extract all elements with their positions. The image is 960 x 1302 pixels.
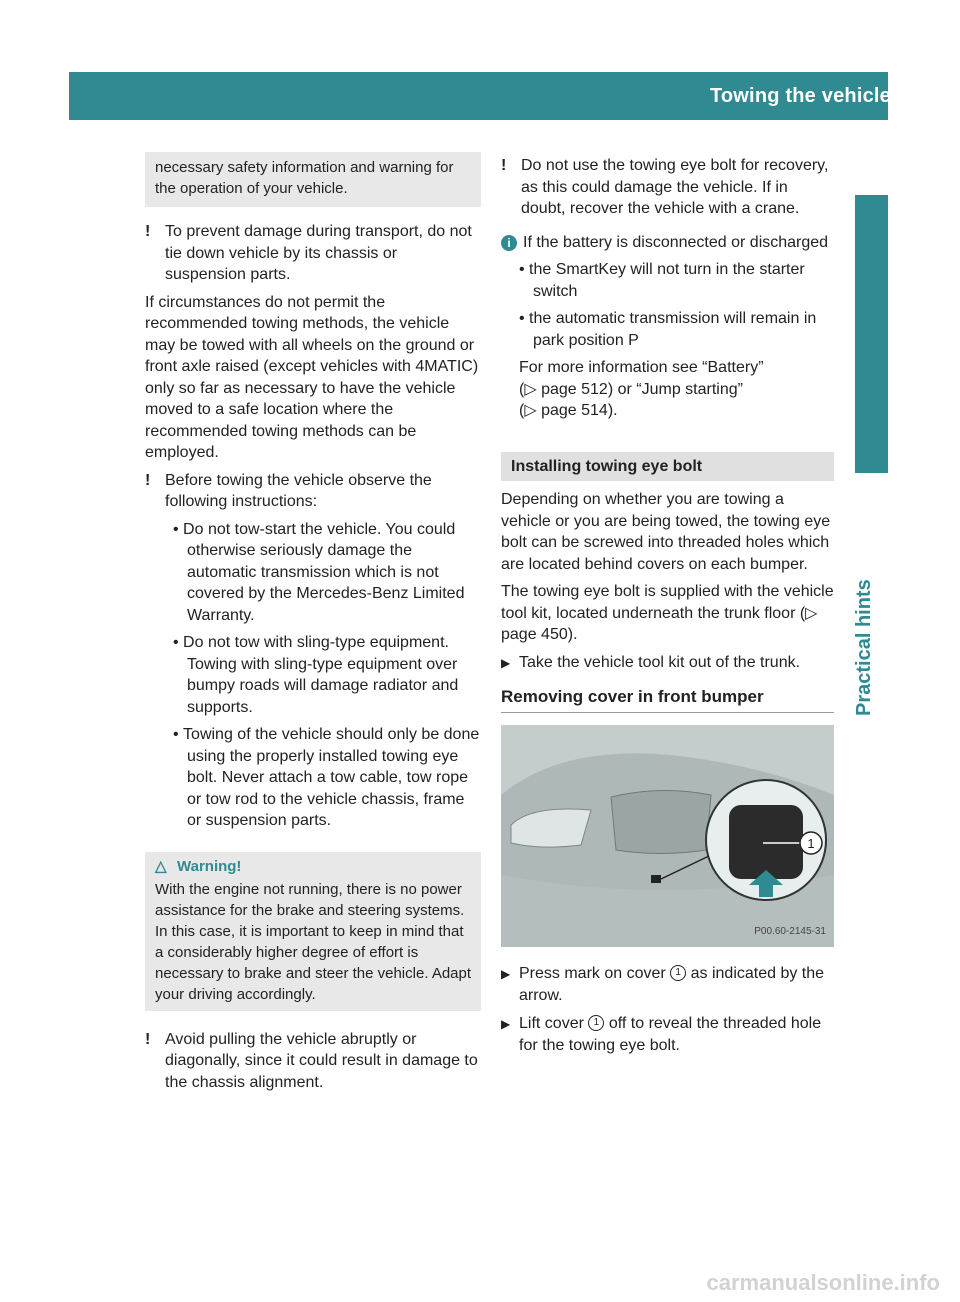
- step-item: ▶ Lift cover 1 off to reveal the threaded hole for the towing eye bolt.: [501, 1014, 822, 1054]
- step-item: ▶ Take the vehicle tool kit out of the trunk.: [501, 652, 834, 675]
- callout-1: 1: [670, 965, 686, 981]
- caution-icon: !: [501, 157, 507, 174]
- caution-icon: !: [145, 471, 151, 489]
- section-heading: Installing towing eye bolt: [501, 452, 834, 482]
- paragraph-tool-kit: The towing eye bolt is supplied with the vehicle tool kit, located underneath the trunk floor (▷ page 450).: [501, 583, 834, 643]
- car-front-illustration: [501, 725, 834, 947]
- caution-icon: !: [145, 1030, 151, 1048]
- subheading: Removing cover in front bumper: [501, 686, 834, 713]
- bullet-icon: •: [173, 520, 184, 538]
- bullet-icon: •: [173, 634, 184, 651]
- warning-triangle-icon: △: [155, 857, 167, 875]
- list-item: • the SmartKey will not turn in the starter switch: [519, 261, 805, 300]
- warning-box: [145, 852, 481, 1011]
- page-title: Towing the vehicle: [709, 85, 891, 107]
- side-tab: [855, 195, 888, 473]
- right-column: [501, 155, 834, 1063]
- page-number: 517: [911, 86, 942, 106]
- caution-icon: !: [145, 223, 151, 240]
- note-continued: necessary safety information and warning for the operation of your vehicle.: [145, 152, 481, 207]
- paragraph-circumstances: If circumstances do not permit the recommended towing methods, the vehicle may be towed with all wheels on the ground or front axle raised (except vehicles with 4MATIC) only so far as necessary to have the vehicle moved to a safe location where the recommended towing methods can be employed.: [145, 293, 479, 461]
- step-arrow-icon: ▶: [501, 655, 511, 670]
- header-bar: [69, 72, 942, 120]
- step-item: ▶ Press mark on cover 1 as indicated by the arrow.: [501, 964, 825, 1004]
- bullet-icon: •: [519, 310, 530, 327]
- caution-before-towing: ! Before towing the vehicle observe the following instructions:: [145, 471, 432, 510]
- step-arrow-icon: ▶: [501, 1016, 511, 1031]
- warning-title: △ Warning!: [155, 857, 242, 875]
- bumper-figure: [501, 725, 834, 947]
- figure-code: P00.60-2145-31: [754, 926, 826, 937]
- left-column: [145, 152, 481, 1099]
- side-tab-label: Practical hints: [853, 579, 875, 716]
- callout-1: 1: [588, 1015, 604, 1031]
- warning-text: With the engine not running, there is no power assistance for the brake and steering systems. In this case, it is important to keep in mind that a considerably higher degree of effort is necessary to brake and steer the vehicle. Adapt your driving accordingly.: [155, 880, 472, 1003]
- step-arrow-icon: ▶: [501, 966, 511, 981]
- caution-recovery: ! Do not use the towing eye bolt for recovery, as this could damage the vehicle. If in doubt, recover the vehicle with a crane.: [501, 157, 829, 217]
- bullet-icon: •: [173, 726, 184, 743]
- list-item: • the automatic transmission will remain in park position P: [519, 310, 817, 349]
- bullet-icon: •: [519, 261, 530, 278]
- list-item: • Towing of the vehicle should only be done using the properly installed towing eye bolt. Never attach a tow cable, tow rope or tow rod to the vehicle chassis, frame or suspension parts.: [173, 726, 480, 829]
- caution-abrupt: ! Avoid pulling the vehicle abruptly or diagonally, since it could result in damage to the chassis alignment.: [145, 1030, 478, 1091]
- paragraph-depending: Depending on whether you are towing a vehicle or you are being towed, the towing eye bolt can be screwed into threaded holes which are located behind covers on each bumper.: [501, 491, 831, 573]
- info-battery: i If the battery is disconnected or discharged: [501, 232, 834, 254]
- figure-callout: 1: [807, 835, 815, 851]
- caution-transport: ! To prevent damage during transport, do not tie down vehicle by its chassis or suspension parts.: [145, 223, 472, 283]
- info-more: For more information see “Battery” (▷ page 512) or “Jump starting” (▷ page 514).: [519, 359, 764, 419]
- watermark: carmanualsonline.info: [706, 1270, 940, 1295]
- header-divider: [901, 78, 903, 120]
- list-item: • Do not tow with sling-type equipment. Towing with sling-type equipment over bumpy roads will damage radiator and supports.: [173, 634, 459, 716]
- info-icon: i: [501, 235, 517, 251]
- list-item: • Do not tow-start the vehicle. You could otherwise seriously damage the automatic transmission which is not covered by the Mercedes-Benz Limited Warranty.: [173, 520, 465, 624]
